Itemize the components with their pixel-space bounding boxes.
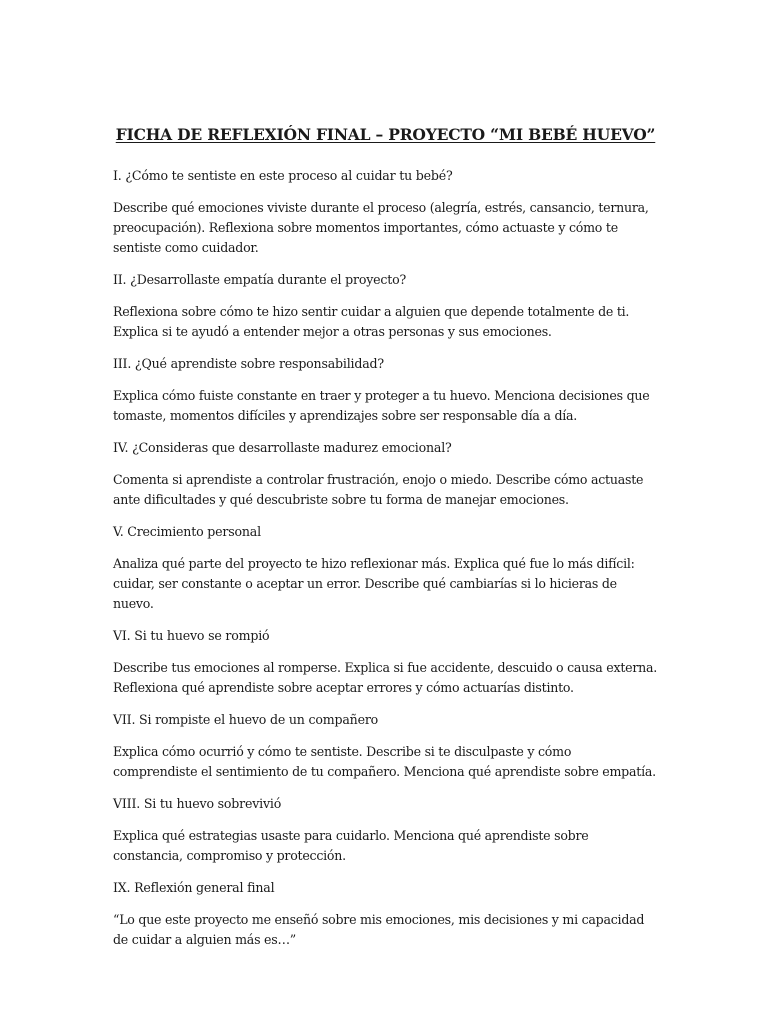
section-body: Explica qué estrategias usaste para cuidarlo. Menciona qué aprendiste sobre constancia, compromiso y protección. — [113, 828, 589, 863]
document-page — [113, 124, 658, 962]
section-body: Comenta si aprendiste a controlar frustración, enojo o miedo. Describe cómo actuaste ante dificultades y qué descubriste sobre tu forma de manejar emociones. — [113, 472, 644, 507]
section-heading: I. ¿Cómo te sentiste en este proceso al cuidar tu bebé? — [113, 168, 453, 183]
section-heading: VI. Si tu huevo se rompió — [113, 628, 270, 643]
section-3 — [113, 354, 658, 426]
section-heading: III. ¿Qué aprendiste sobre responsabilidad? — [113, 356, 384, 371]
section-heading: II. ¿Desarrollaste empatía durante el proyecto? — [113, 272, 407, 287]
section-heading: V. Crecimiento personal — [113, 524, 261, 539]
section-body: “Lo que este proyecto me enseñó sobre mis emociones, mis decisiones y mi capacidad de cuidar a alguien más es…” — [113, 912, 645, 947]
section-heading: VIII. Si tu huevo sobrevivió — [113, 796, 282, 811]
section-9 — [113, 878, 658, 950]
section-7 — [113, 710, 658, 782]
section-heading: VII. Si rompiste el huevo de un compañero — [113, 712, 379, 727]
section-body: Describe qué emociones viviste durante el proceso (alegría, estrés, cansancio, ternura, preocupación). Reflexiona sobre momentos importantes, cómo actuaste y cómo te sentiste como cuidador. — [113, 200, 649, 255]
section-heading: IV. ¿Consideras que desarrollaste madurez emocional? — [113, 440, 452, 455]
section-body: Reflexiona sobre cómo te hizo sentir cuidar a alguien que depende totalmente de ti. Explica si te ayudó a entender mejor a otras personas y sus emociones. — [113, 304, 630, 339]
section-5 — [113, 522, 658, 614]
section-1 — [113, 166, 658, 258]
section-body: Analiza qué parte del proyecto te hizo reflexionar más. Explica qué fue lo más difícil: cuidar, ser constante o aceptar un error. Describe qué cambiarías si lo hicieras de nuevo. — [113, 556, 635, 611]
section-8 — [113, 794, 658, 866]
section-4 — [113, 438, 658, 510]
section-heading: IX. Reflexión general final — [113, 880, 275, 895]
section-2 — [113, 270, 658, 342]
section-6 — [113, 626, 658, 698]
section-body: Explica cómo ocurrió y cómo te sentiste. Describe si te disculpaste y cómo comprendiste el sentimiento de tu compañero. Menciona qué aprendiste sobre empatía. — [113, 744, 656, 779]
section-body: Explica cómo fuiste constante en traer y proteger a tu huevo. Menciona decisiones que tomaste, momentos difíciles y aprendizajes sobre ser responsable día a día. — [113, 388, 650, 423]
section-body: Describe tus emociones al romperse. Explica si fue accidente, descuido o causa externa. Reflexiona qué aprendiste sobre aceptar errores y cómo actuarías distinto. — [113, 660, 657, 695]
document-title: FICHA DE REFLEXIÓN FINAL – PROYECTO “MI BEBÉ HUEVO” — [115, 125, 656, 144]
